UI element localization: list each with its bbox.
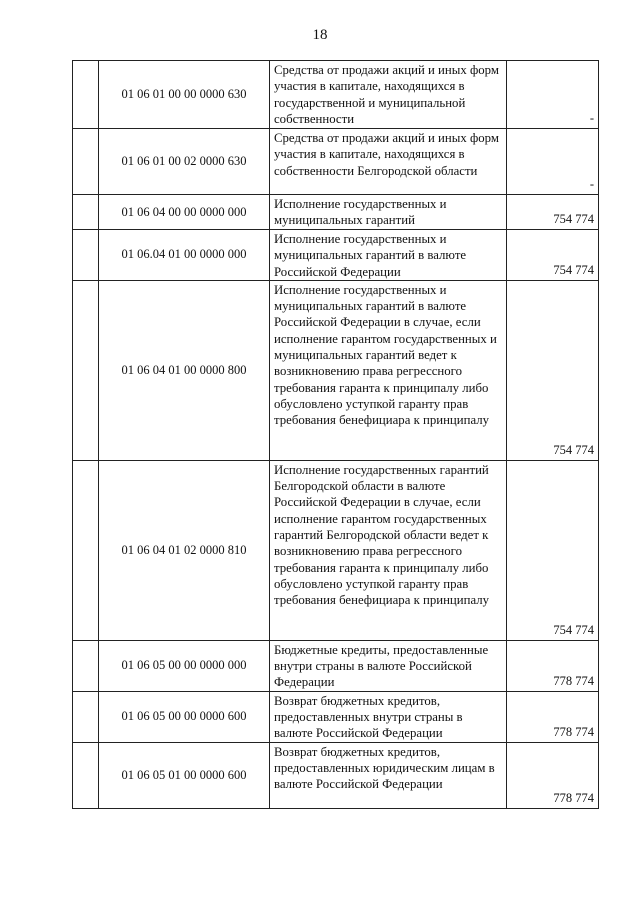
table-row bbox=[73, 460, 599, 640]
budget-code-cell: 01 06 05 01 00 0000 600 bbox=[99, 742, 270, 808]
description-cell: Возврат бюджетных кредитов, предоставленных внутри страны в валюте Российской Федерации bbox=[270, 691, 507, 742]
budget-sources-table bbox=[72, 60, 599, 809]
blank-cell bbox=[73, 280, 99, 460]
amount-cell: 754 774 bbox=[507, 460, 599, 640]
budget-code-cell: 01 06 04 00 00 0000 000 bbox=[99, 195, 270, 230]
table-row bbox=[73, 129, 599, 195]
table-row bbox=[73, 742, 599, 808]
table-row bbox=[73, 280, 599, 460]
description-cell: Исполнение государственных и муниципальных гарантий bbox=[270, 195, 507, 230]
budget-code-cell: 01 06 01 00 02 0000 630 bbox=[99, 129, 270, 195]
description-cell: Исполнение государственных и муниципальных гарантий в валюте Российской Федерации bbox=[270, 230, 507, 281]
budget-code-cell: 01 06 05 00 00 0000 600 bbox=[99, 691, 270, 742]
amount-cell: 778 774 bbox=[507, 640, 599, 691]
amount-cell: 754 774 bbox=[507, 195, 599, 230]
blank-cell bbox=[73, 691, 99, 742]
blank-cell bbox=[73, 129, 99, 195]
blank-cell bbox=[73, 460, 99, 640]
blank-cell bbox=[73, 61, 99, 129]
budget-code-cell: 01 06.04 01 00 0000 000 bbox=[99, 230, 270, 281]
budget-code-cell: 01 06 01 00 00 0000 630 bbox=[99, 61, 270, 129]
blank-cell bbox=[73, 195, 99, 230]
budget-code-cell: 01 06 04 01 02 0000 810 bbox=[99, 460, 270, 640]
table-row bbox=[73, 640, 599, 691]
table-row bbox=[73, 230, 599, 281]
amount-cell: - bbox=[507, 61, 599, 129]
amount-cell: 754 774 bbox=[507, 230, 599, 281]
table-row bbox=[73, 691, 599, 742]
description-cell: Средства от продажи акций и иных форм участия в капитале, находящихся в государственной и муниципальной собственности bbox=[270, 61, 507, 129]
table-row bbox=[73, 195, 599, 230]
budget-code-cell: 01 06 04 01 00 0000 800 bbox=[99, 280, 270, 460]
table-row bbox=[73, 61, 599, 129]
amount-cell: - bbox=[507, 129, 599, 195]
amount-cell: 778 774 bbox=[507, 691, 599, 742]
description-cell: Бюджетные кредиты, предоставленные внутри страны в валюте Российской Федерации bbox=[270, 640, 507, 691]
description-cell: Возврат бюджетных кредитов, предоставленных юридическим лицам в валюте Российской Федерации bbox=[270, 742, 507, 808]
budget-code-cell: 01 06 05 00 00 0000 000 bbox=[99, 640, 270, 691]
blank-cell bbox=[73, 640, 99, 691]
description-cell: Исполнение государственных гарантий Белгородской области в валюте Российской Федерации в случае, если исполнение гарантом государственных гарантий Белгородской области ведет к возникновению права регрессного требования гаранта к принципалу либо обусловлено уступкой гаранту прав требования бенефициара к принципалу bbox=[270, 460, 507, 640]
amount-cell: 754 774 bbox=[507, 280, 599, 460]
page-number: 18 bbox=[312, 27, 328, 43]
blank-cell bbox=[73, 230, 99, 281]
description-cell: Средства от продажи акций и иных форм участия в капитале, находящихся в собственности Белгородской области bbox=[270, 129, 507, 195]
amount-cell: 778 774 bbox=[507, 742, 599, 808]
blank-cell bbox=[73, 742, 99, 808]
description-cell: Исполнение государственных и муниципальных гарантий в валюте Российской Федерации в случае, если исполнение гарантом государственных и муниципальных гарантий ведет к возникновению права регрессного требования гаранта к принципалу либо обусловлено уступкой гаранту прав требования бенефициара к принципалу bbox=[270, 280, 507, 460]
